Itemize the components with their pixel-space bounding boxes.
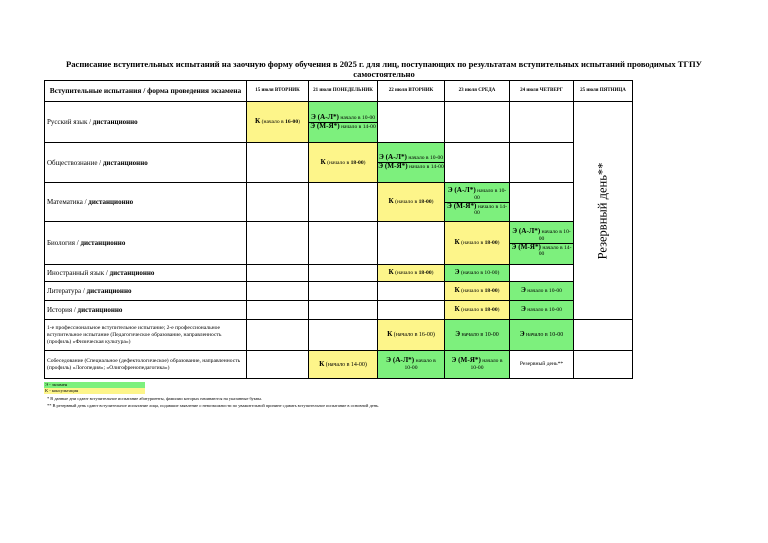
subject-cell: История / дистанционно: [45, 301, 247, 320]
header-date-23: 23 июля СРЕДА: [445, 81, 510, 102]
reserve-day-cell: Резервный день**: [574, 102, 633, 320]
legend-exam: Э - экзамен: [44, 382, 145, 388]
exam-cell: Э (А-Л*) начало в 10-00 Э (М-Я*) начало в 14-00: [510, 222, 574, 265]
header-subject: Вступительные испытания / форма проведения экзамена: [45, 81, 247, 102]
table-row: [45, 265, 633, 282]
consultation-cell: К (начало в 18-00): [309, 143, 378, 183]
schedule-table: [44, 80, 633, 379]
schedule-title: Расписание вступительных испытаний на заочную форму обучения в 2025 г. для лиц, поступающих по результатам вступительных испытаний проводимых ТГПУ самостоятельно: [66, 59, 702, 79]
subject-cell: Собеседование (Специальное (дефектологическое) образование, направленность (профиль) «Логопедия»; «Олигофренопедагогика»): [45, 351, 247, 379]
footnote-2: ** В резервный день сдают вступительное испытание лица, подавшие заявление о невозможности по уважительной причине сдавать вступительное испытание в основной день.: [47, 403, 380, 408]
consultation-cell: К (начало в 14-00): [309, 351, 378, 379]
subject-cell: Иностранный язык / дистанционно: [45, 265, 247, 282]
exam-cell: Э (М-Я*) начало в 10-00: [445, 351, 510, 379]
table-row: [45, 222, 633, 265]
exam-cell: Э (начало в 10-00): [445, 265, 510, 282]
table-row: [45, 282, 633, 301]
subject-cell: Литература / дистанционно: [45, 282, 247, 301]
legend-consultation: К - консультация: [44, 388, 145, 394]
consultation-cell: К (начало в 18-00): [378, 265, 445, 282]
consultation-cell: К (начало в 16-00): [378, 320, 445, 351]
exam-cell: Э (А-Л*) начало в 10-00 Э (М-Я*) начало в 14-00: [445, 183, 510, 222]
consultation-cell: К (начало в 16-00): [247, 102, 309, 143]
exam-cell: Э начало в 10-00: [510, 282, 574, 301]
exam-cell: Э начало в 10-00: [510, 320, 574, 351]
subject-cell: Обществознание / дистанционно: [45, 143, 247, 183]
exam-cell: Э (А-Л*) начало в 10-00 Э (М-Я*) начало в 14-00: [378, 143, 445, 183]
reserve-day-small-cell: Резервный день**: [510, 351, 574, 379]
exam-cell: Э начало в 10-00: [510, 301, 574, 320]
table-row: [45, 183, 633, 222]
header-date-25: 25 июля ПЯТНИЦА: [574, 81, 633, 102]
table-row: [45, 301, 633, 320]
exam-cell: Э начало в 10-00: [445, 320, 510, 351]
subject-cell: 1-е профессиональное вступительное испытание; 2-е профессиональное вступительное испытание (Педагогическое образование, направленность (профиль) «Физическая культура»): [45, 320, 247, 351]
consultation-cell: К (начало в 18-00): [378, 183, 445, 222]
header-date-21: 21 июля ПОНЕДЕЛЬНИК: [309, 81, 378, 102]
exam-cell: Э (А-Л*) начало в 10-00: [378, 351, 445, 379]
table-row: [45, 102, 633, 143]
footnote-1: * В данные дни сдают вступительное испытание абитуриенты, фамилии которых начинаются на указанные буквы.: [47, 396, 263, 401]
consultation-cell: К (начало в 18-00): [445, 282, 510, 301]
header-date-22: 22 июля ВТОРНИК: [378, 81, 445, 102]
exam-cell: Э (А-Л*) начало в 10-00 Э (М-Я*) начало в 14-00: [309, 102, 378, 143]
consultation-cell: К (начало в 18-00): [445, 301, 510, 320]
table-row: [45, 320, 633, 351]
subject-cell: Биология / дистанционно: [45, 222, 247, 265]
table-row: [45, 143, 633, 183]
table-row: [45, 351, 633, 379]
header-date-24: 24 июля ЧЕТВЕРГ: [510, 81, 574, 102]
header-date-15: 15 июля ВТОРНИК: [247, 81, 309, 102]
subject-cell: Математика / дистанционно: [45, 183, 247, 222]
subject-cell: Русский язык / дистанционно: [45, 102, 247, 143]
consultation-cell: К (начало в 18-00): [445, 222, 510, 265]
